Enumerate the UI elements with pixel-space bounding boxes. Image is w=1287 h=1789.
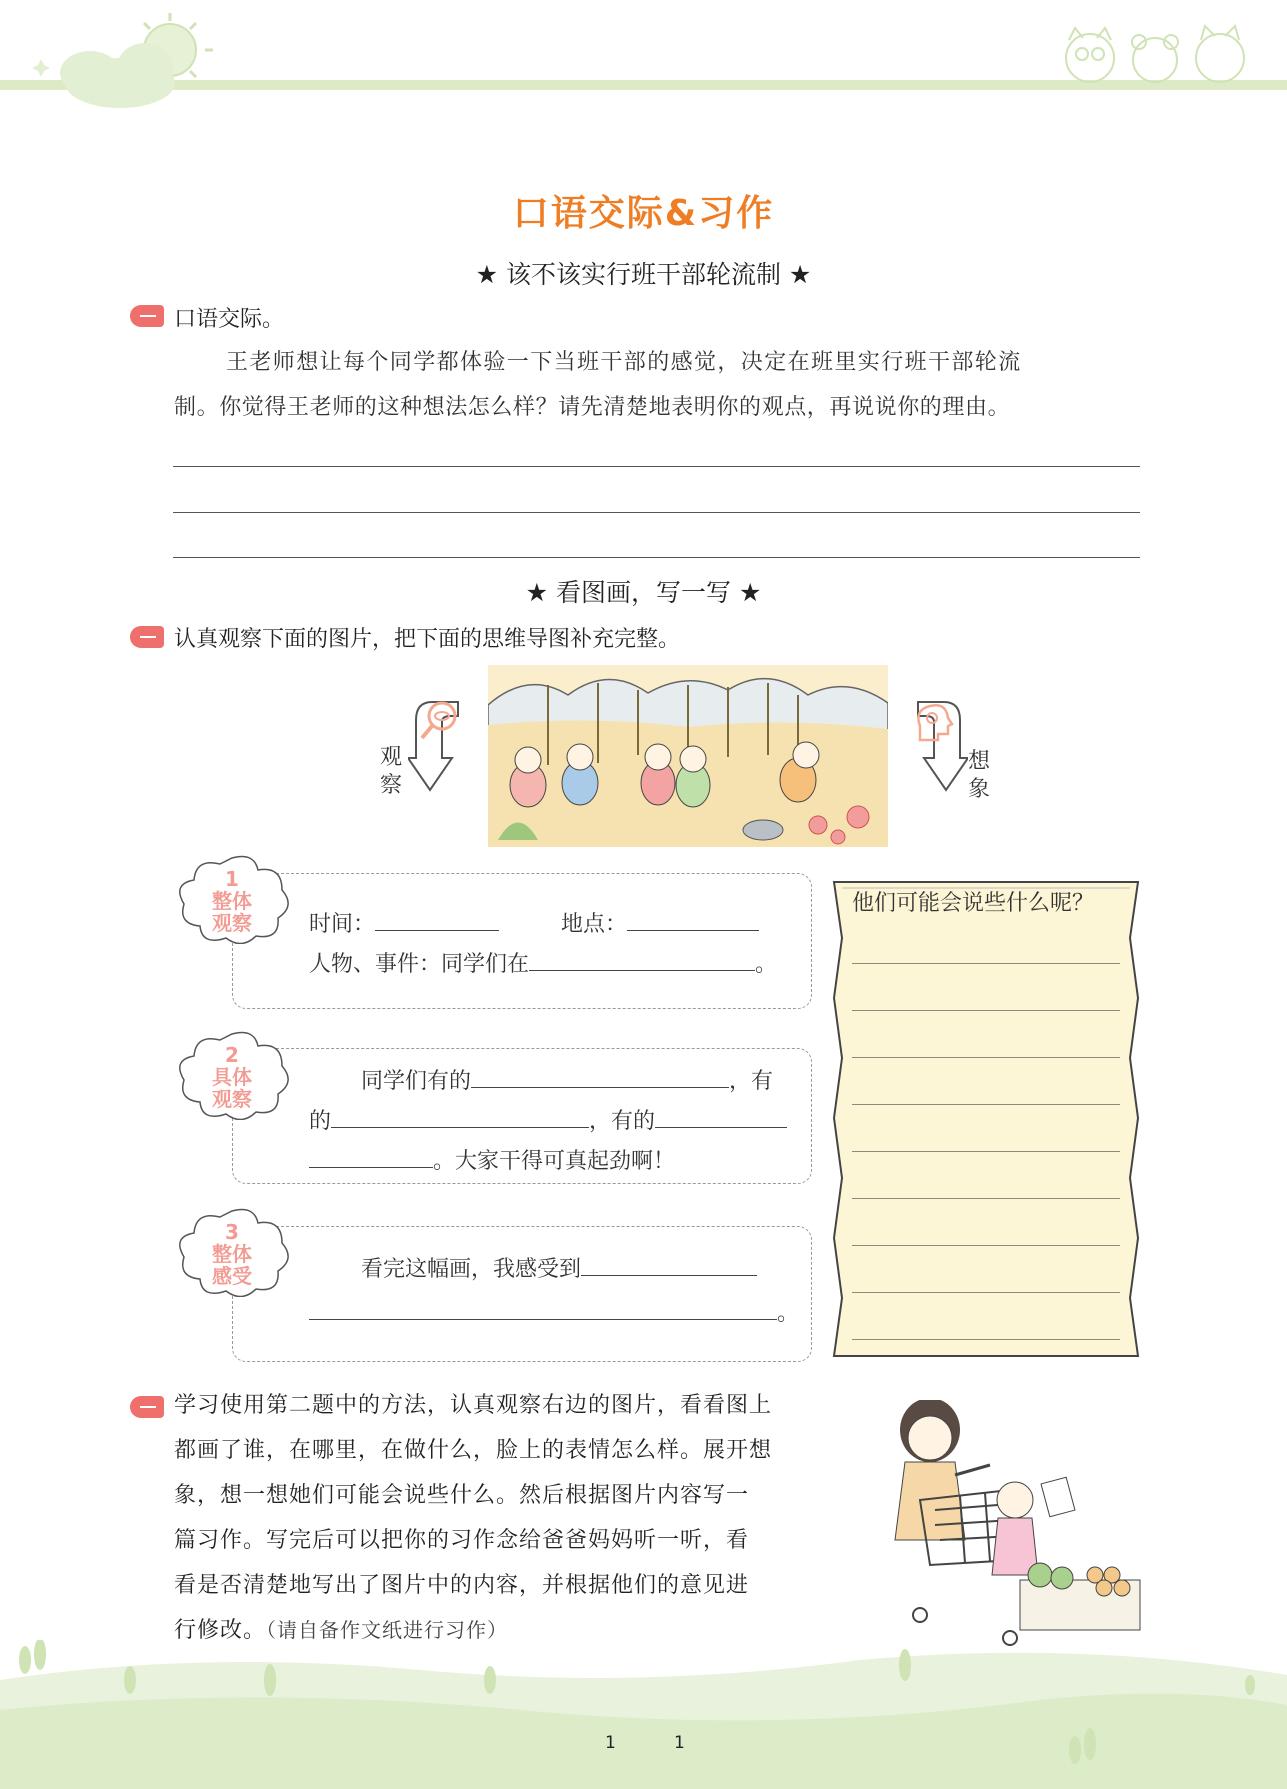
- mindmap-box-overall-feeling: [232, 1226, 812, 1362]
- speech-line[interactable]: [852, 1198, 1120, 1199]
- footer-landscape: [0, 1640, 1287, 1789]
- question-1-label: 口语交际。: [174, 307, 285, 332]
- time-place-row: 时间： 地点：: [309, 904, 759, 945]
- question-number-3: [130, 1396, 164, 1418]
- question-number-1: [130, 305, 164, 327]
- speech-line[interactable]: [852, 963, 1120, 964]
- tree-planting-illustration: [488, 665, 888, 847]
- feeling-row-1: 看完这幅画，我感受到: [361, 1249, 757, 1290]
- speech-line[interactable]: [852, 1057, 1120, 1058]
- speech-paper: [826, 878, 1144, 1362]
- speech-title: 他们可能会说些什么呢？: [852, 891, 1095, 916]
- badge-2-text: 2 具体 观察: [212, 1043, 252, 1111]
- event-blank[interactable]: [529, 944, 755, 971]
- people-event-row: 人物、事件：同学们在 。: [309, 944, 777, 985]
- badge-3-text: 3 整体 感受: [212, 1220, 252, 1288]
- badge-1-text: 1 整体 观察: [212, 867, 252, 935]
- observe-label: 观 察: [380, 745, 403, 798]
- speech-line[interactable]: [852, 1339, 1120, 1340]
- speech-line[interactable]: [852, 1104, 1120, 1105]
- mindmap-box-detailed-observation: [232, 1048, 812, 1184]
- page-number-left: 1: [605, 1733, 616, 1753]
- magnifier-eye-icon: [418, 700, 458, 740]
- speech-line[interactable]: [852, 1245, 1120, 1246]
- shopping-illustration: [880, 1400, 1145, 1650]
- feeling-blank-2[interactable]: [309, 1293, 777, 1320]
- feeling-row-2: 。: [309, 1293, 799, 1334]
- question-1-paragraph: [174, 340, 1144, 430]
- feeling-blank-1[interactable]: [581, 1249, 757, 1276]
- paragraph-line-1: 王老师想让每个同学都体验一下当班干部的感觉，决定在班里实行班干部轮流: [226, 350, 1022, 375]
- question-number-2: [130, 626, 164, 648]
- place-blank[interactable]: [627, 904, 759, 931]
- page-title: 口语交际&习作: [512, 193, 775, 234]
- head-idea-icon: [912, 700, 954, 744]
- animals-decoration: [1055, 18, 1255, 88]
- speech-line[interactable]: [852, 1151, 1120, 1152]
- detail-blank-2[interactable]: [331, 1101, 589, 1128]
- section1-subtitle: ★ 该不该实行班干部轮流制 ★: [475, 260, 812, 289]
- section2-subtitle: ★ 看图画，写一写 ★: [525, 578, 762, 607]
- page-number-right: 1: [674, 1733, 685, 1753]
- answer-line: [173, 466, 1140, 467]
- detail-blank-1[interactable]: [471, 1061, 729, 1088]
- question-2-label: 认真观察下面的图片，把下面的思维导图补充完整。: [174, 627, 681, 652]
- detail-row-2: 的 ，有的: [309, 1101, 787, 1142]
- time-blank[interactable]: [375, 904, 499, 931]
- detail-row-1: 同学们有的 ，有: [361, 1061, 773, 1102]
- detail-row-3: 。大家干得可真起劲啊！: [309, 1141, 675, 1182]
- detail-blank-4[interactable]: [309, 1141, 433, 1168]
- speech-line[interactable]: [852, 1292, 1120, 1293]
- answer-line: [173, 512, 1140, 513]
- paragraph-line-2: 制。你觉得王老师的这种想法怎么样？请先清楚地表明你的观点，再说说你的理由。: [174, 395, 1011, 420]
- sun-cloud-decoration: [20, 5, 220, 110]
- question-3-text: 学习使用第二题中的方法，认真观察右边的图片，看看图上 都画了谁，在哪里，在做什么，脸上的表情怎么样。展开想 象，想一想她们可能会说些什么。然后根据图片内容写一 篇习作。写完后可以把你的习作念给爸爸妈妈听一听，看 看是否清楚地写出了图片中的内容，并根据他们的意见进 行修改。（请自备作文纸进行习作）: [174, 1393, 773, 1643]
- detail-blank-3[interactable]: [655, 1101, 787, 1128]
- mindmap-box-overall-observation: [232, 873, 812, 1009]
- imagine-label: 想 象: [968, 749, 991, 802]
- speech-line[interactable]: [852, 1010, 1120, 1011]
- answer-line: [173, 557, 1140, 558]
